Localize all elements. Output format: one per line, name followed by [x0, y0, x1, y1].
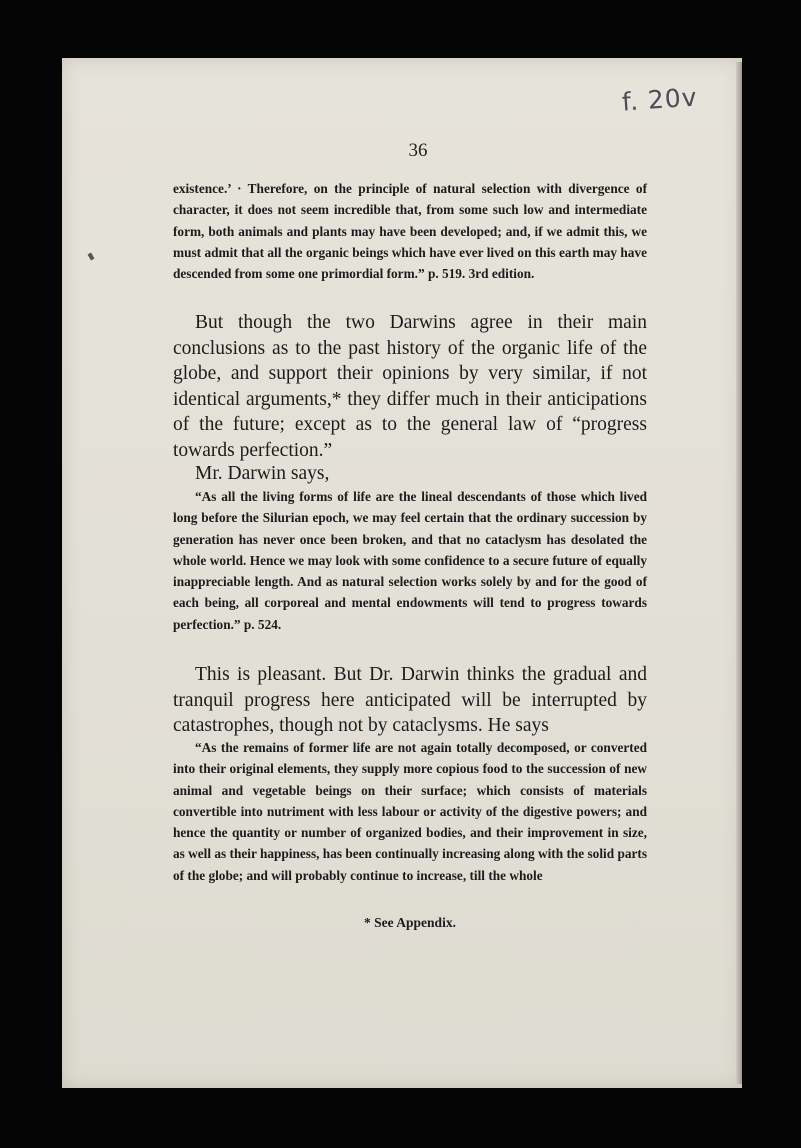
quote-block-2: “As all the living forms of life are the lineal descendants of those which lived long before the Silurian epoch, we may feel certain that the ordinary succession by generation has never once been broken, and that no cataclysm has desolated the whole world. Hence we may look with some confidence to a secure future of equally inappreciable length. And as natural selection works solely by and for the good of each being, all corporeal and mental endowments will tend to progress towards perfection.” p. 524. — [173, 489, 647, 632]
body-text-2 — [173, 310, 647, 463]
body-text — [173, 178, 647, 284]
page-edge — [736, 62, 742, 1084]
quote-block-1: existence.’ · Therefore, on the principle of natural selection with divergence of character, it does not seem incredible that, from some such low and intermediate form, both animals and plants may have been developed; and, if we admit this, we must admit that all the organic beings which have ever lived on this earth may have descended from some one primordial form.” p. 519. 3rd edition. — [173, 181, 647, 282]
paragraph-1: But though the two Darwins agree in their main conclusions as to the past history of the organic life of the globe, and support their opinions by very similar, if not identical arguments,* they differ much in their anticipations of the future; except as to the general law of “progress towards perfection.” — [173, 312, 647, 461]
footnote: * See Appendix. — [364, 915, 456, 930]
footnote-area — [173, 915, 647, 931]
body-text-4 — [173, 486, 647, 635]
quote-block-3: “As the remains of former life are not again totally decomposed, or converted into their original elements, they supply more copious food to the succession of new animal and vegetable beings on their surface; which consists of materials convertible into nutriment with less labour or activity of the digestive powers; and hence the quantity or number of organized bodies, and their improvement in size, as well as their happiness, has been continually increasing along with the solid parts of the globe; and will probably continue to increase, till the whole — [173, 740, 647, 883]
page-number: 36 — [408, 140, 428, 161]
body-text-5 — [173, 662, 647, 739]
folio-annotation: f. 20v — [621, 82, 699, 117]
paragraph-2: This is pleasant. But Dr. Darwin thinks the gradual and tranquil progress here anticipated will be interrupted by catastrophes, though not by cataclysms. He says — [173, 664, 647, 736]
body-text-3 — [173, 461, 647, 486]
body-text-6 — [173, 737, 647, 886]
says-line-1: Mr. Darwin says, — [195, 463, 330, 484]
